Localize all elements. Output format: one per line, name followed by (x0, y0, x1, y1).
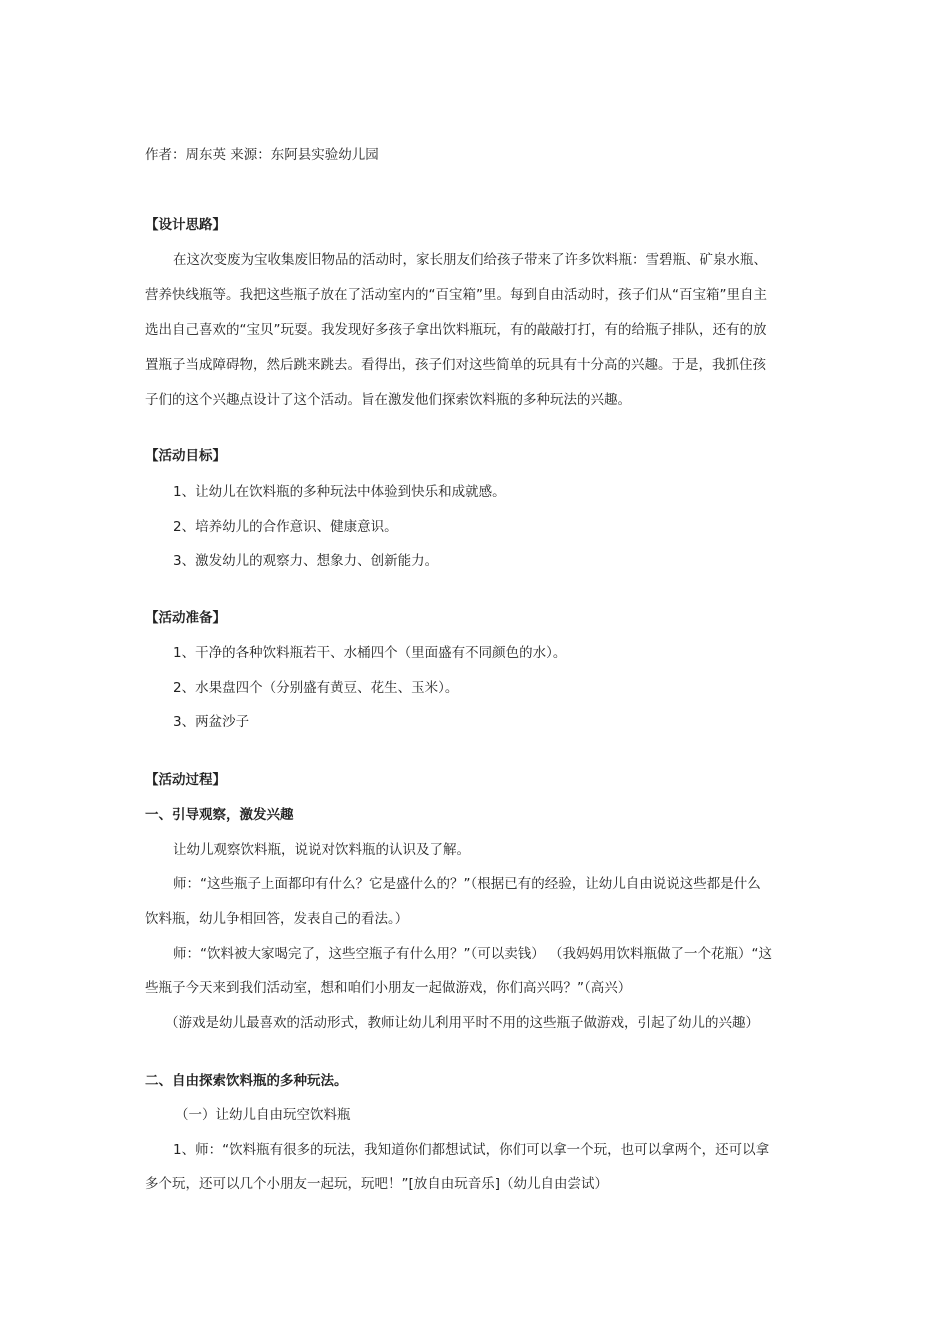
process-heading: 【活动过程】 (145, 772, 226, 788)
goal-item: 2、培养幼儿的合作意识、健康意识。 (173, 519, 398, 535)
process-part1-line: 饮料瓶，幼儿争相回答，发表自己的看法。） (145, 911, 409, 927)
process-part1-line: 师：“饮料被大家喝完了，这些空瓶子有什么用？”（可以卖钱） （我妈妈用饮料瓶做了一个花瓶）“这 (173, 946, 773, 962)
process-part2-subtitle: （一）让幼儿自由玩空饮料瓶 (175, 1107, 351, 1123)
goal-item: 3、激发幼儿的观察力、想象力、创新能力。 (173, 553, 439, 569)
process-part2-line: 1、师：“饮料瓶有很多的玩法，我知道你们都想试试，你们可以拿一个玩，也可以拿两个，还可以拿 (173, 1142, 770, 1158)
process-part2-title: 二、自由探索饮料瓶的多种玩法。 (145, 1073, 348, 1089)
design-paragraph-line: 置瓶子当成障碍物，然后跳来跳去。看得出，孩子们对这些简单的玩具有十分高的兴趣。于是，我抓住孩 (145, 357, 766, 373)
design-paragraph-line: 子们的这个兴趣点设计了这个活动。旨在激发他们探索饮料瓶的多种玩法的兴趣。 (145, 392, 631, 408)
goal-item: 1、让幼儿在饮料瓶的多种玩法中体验到快乐和成就感。 (173, 484, 506, 500)
design-paragraph-line: 在这次变废为宝收集废旧物品的活动时，家长朋友们给孩子带来了许多饮料瓶：雪碧瓶、矿泉水瓶、 (173, 252, 767, 268)
process-part2-line: 多个玩，还可以几个小朋友一起玩，玩吧！”[放自由玩音乐]（幼儿自由尝试） (145, 1176, 609, 1192)
prep-item: 2、水果盘四个（分别盛有黄豆、花生、玉米）。 (173, 680, 459, 696)
process-part1-line: 师：“这些瓶子上面都印有什么？它是盛什么的？”（根据已有的经验，让幼儿自由说说这些都是什么 (173, 876, 761, 892)
design-paragraph-line: 选出自己喜欢的“宝贝”玩耍。我发现好多孩子拿出饮料瓶玩，有的敲敲打打，有的给瓶子排队，还有的放 (145, 322, 767, 338)
design-paragraph-line: 营养快线瓶等。我把这些瓶子放在了活动室内的“百宝箱”里。每到自由活动时，孩子们从“百宝箱”里自主 (145, 287, 767, 303)
design-heading: 【设计思路】 (145, 217, 226, 233)
goals-heading: 【活动目标】 (145, 448, 226, 464)
process-part1-title: 一、引导观察，激发兴趣 (145, 807, 294, 823)
process-part1-line: 让幼儿观察饮料瓶，说说对饮料瓶的认识及了解。 (173, 842, 470, 858)
prep-heading: 【活动准备】 (145, 610, 226, 626)
process-part1-line: （游戏是幼儿最喜欢的活动形式，教师让幼儿利用平时不用的这些瓶子做游戏，引起了幼儿的兴趣） (165, 1015, 759, 1031)
process-part1-line: 些瓶子今天来到我们活动室，想和咱们小朋友一起做游戏，你们高兴吗？”（高兴） (145, 980, 632, 996)
prep-item: 1、干净的各种饮料瓶若干、水桶四个（里面盛有不同颜色的水）。 (173, 645, 567, 661)
author-source-line: 作者：周东英 来源：东阿县实验幼儿园 (145, 147, 379, 163)
prep-item: 3、两盆沙子 (173, 714, 250, 730)
